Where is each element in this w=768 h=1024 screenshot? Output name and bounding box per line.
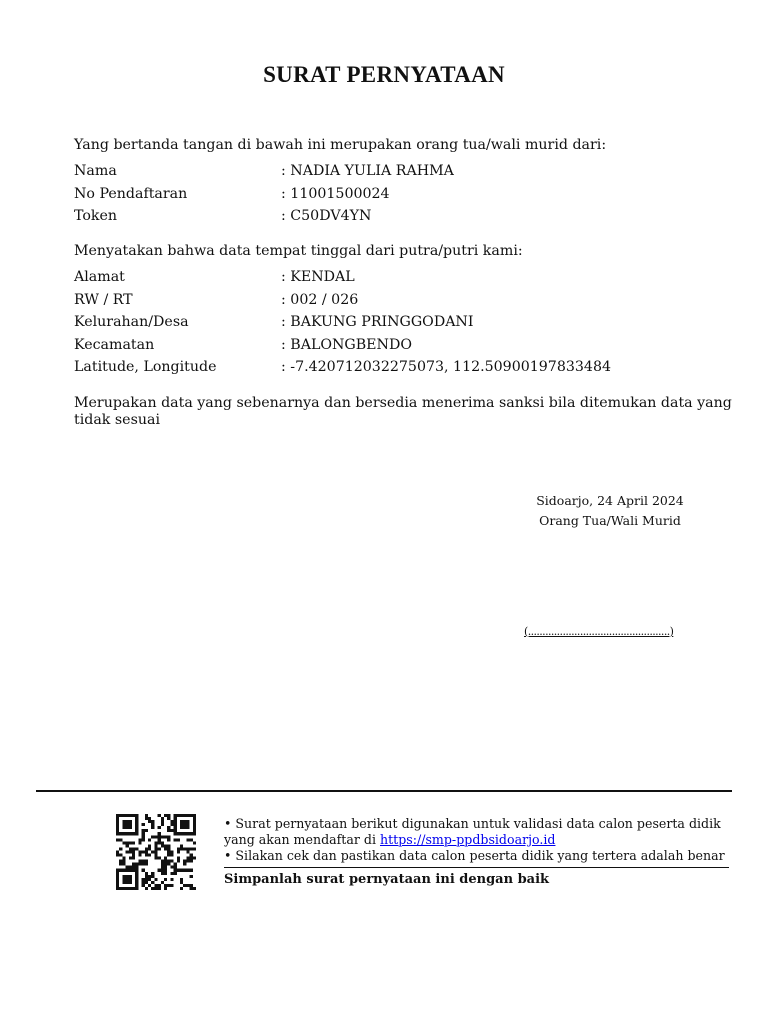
residence-row-address <box>74 266 734 289</box>
footer-note-divider <box>224 867 729 868</box>
footer-divider <box>36 790 732 792</box>
row-label: Kecamatan <box>74 336 155 353</box>
row-label: Nama <box>74 163 117 179</box>
row-value: : BALONGBENDO <box>281 336 412 353</box>
row-label: Latitude, Longitude <box>74 359 217 375</box>
student-row-name <box>74 160 734 183</box>
row-value: : BAKUNG PRINGGODANI <box>281 314 474 330</box>
footer-note-1-text: • Surat pernyataan berikut digunakan untuk validasi data calon peserta didik yang akan mendaftar di <box>224 816 721 847</box>
residence-row-village <box>74 311 734 334</box>
student-row-registration <box>74 183 734 206</box>
keep-document-note: Simpanlah surat pernyataan ini dengan baik <box>224 872 550 887</box>
ppdb-link[interactable]: https://smp-ppdbsidoarjo.id <box>379 832 556 847</box>
residence-row-coordinates <box>74 356 734 379</box>
footer-note-2: • Silakan cek dan pastikan data calon peserta didik yang tertera adalah benar <box>224 848 725 863</box>
row-label: Alamat <box>74 269 125 285</box>
row-value: : -7.420712032275073, 112.50900197833484 <box>281 359 611 375</box>
row-value: : 002 / 026 <box>281 291 359 308</box>
signature-role: Orang Tua/Wali Murid <box>539 513 681 528</box>
signature-line: (.................................................) <box>524 625 674 638</box>
document-title: SURAT PERNYATAAN <box>263 62 505 87</box>
footer-notes <box>224 816 729 864</box>
row-value: : C50DV4YN <box>281 208 372 224</box>
row-value: : NADIA YULIA RAHMA <box>281 163 454 179</box>
student-row-token <box>74 205 734 228</box>
row-value: : KENDAL <box>281 269 355 285</box>
student-intro: Yang bertanda tangan di bawah ini merupakan orang tua/wali murid dari: <box>74 137 607 153</box>
row-label: Kelurahan/Desa <box>74 314 189 330</box>
row-value: : 11001500024 <box>281 185 390 202</box>
residence-row-district <box>74 334 734 357</box>
row-label: RW / RT <box>74 291 133 308</box>
qr-code-icon <box>116 814 196 890</box>
residence-row-rw-rt <box>74 289 734 312</box>
row-label: Token <box>74 208 118 224</box>
signature-place-date: Sidoarjo, 24 April 2024 <box>536 493 684 508</box>
closing-statement: Merupakan data yang sebenarnya dan bersedia menerima sanksi bila ditemukan data yang tidak sesuai <box>74 395 732 428</box>
residence-section <box>74 242 734 379</box>
residence-intro: Menyatakan bahwa data tempat tinggal dari putra/putri kami: <box>74 243 523 259</box>
student-section <box>74 136 734 228</box>
footer-note-1 <box>224 816 729 848</box>
row-label: No Pendaftaran <box>74 185 188 202</box>
